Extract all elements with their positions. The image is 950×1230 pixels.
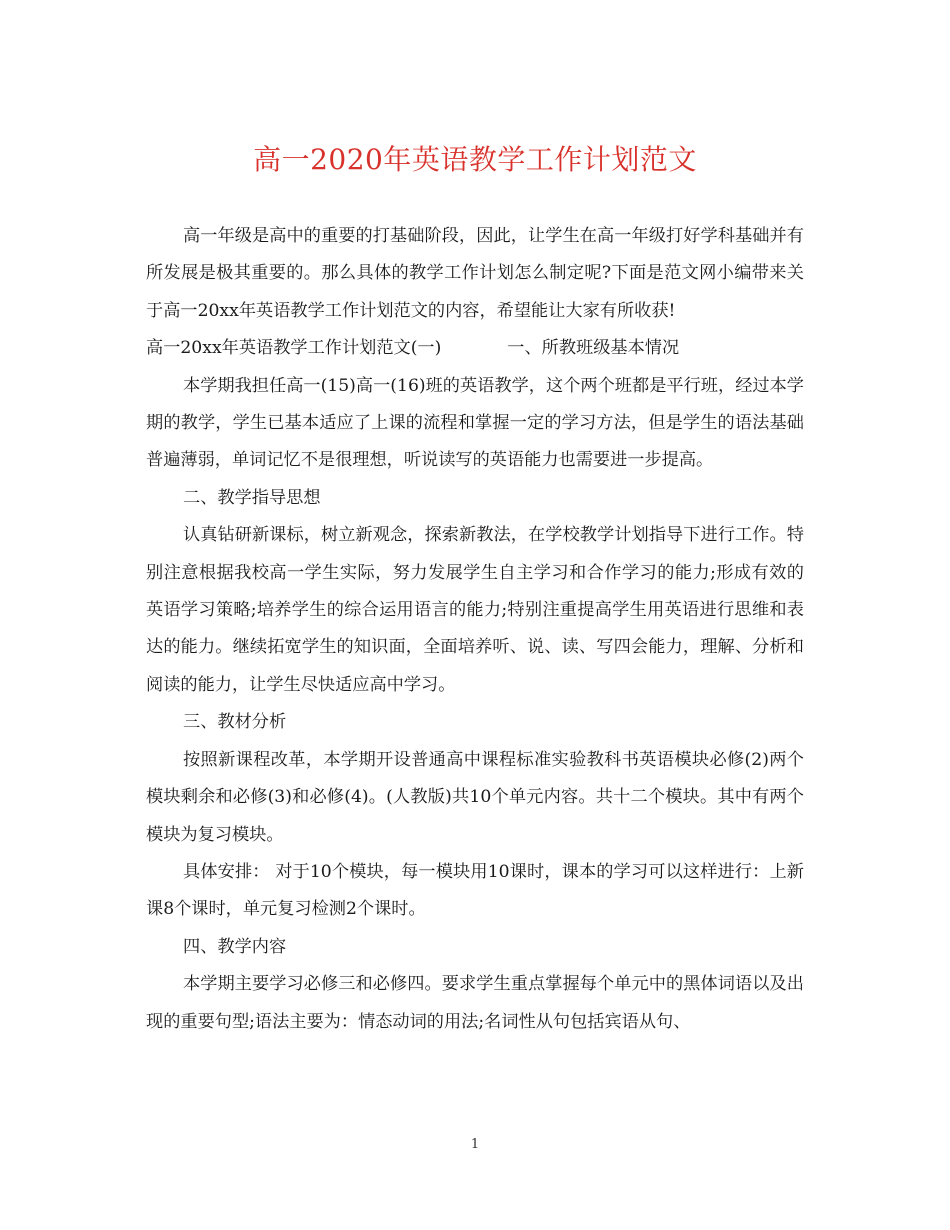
page-number: 1 [470, 1137, 480, 1152]
plan-subtitle: 高一20xx年英语教学工作计划范文(一) [146, 338, 442, 359]
section-3-paragraph: 按照新课程改革，本学期开设普通高中课程标准实验教科书英语模块必修(2)两个模块剩余和必修(3)和必修(4)。(人教版)共10个单元内容。共十二个模块。其中有两个模块为复习模块。 [146, 749, 804, 845]
subtitle-line [146, 330, 804, 367]
section-heading-4: 四、教学内容 [183, 936, 287, 957]
section-heading-2: 二、教学指导思想 [183, 487, 321, 508]
section-heading-1: 一、所教班级基本情况 [507, 338, 680, 359]
document-title: 高一2020年英语教学工作计划范文 [253, 143, 697, 176]
section-4-paragraph: 本学期主要学习必修三和必修四。要求学生重点掌握每个单元中的黑体词语以及出现的重要句型;语法主要为：情态动词的用法;名词性从句包括宾语从句、 [146, 974, 804, 1032]
intro-paragraph: 高一年级是高中的重要的打基础阶段，因此，让学生在高一年级打好学科基础并有所发展是极其重要的。那么具体的教学工作计划怎么制定呢?下面是范文网小编带来关于高一20xx年英语教学工作计划范文的内容，希望能让大家有所收获! [146, 226, 804, 321]
section-heading-3: 三、教材分析 [183, 712, 287, 733]
document-body [146, 218, 804, 1041]
section-1-paragraph: 本学期我担任高一(15)高一(16)班的英语教学，这个两个班都是平行班，经过本学期的教学，学生已基本适应了上课的流程和掌握一定的学习方法，但是学生的语法基础普遍薄弱，单词记忆不是很理想，听说读写的英语能力也需要进一步提高。 [146, 375, 804, 471]
section-3-schedule-paragraph: 具体安排： 对于10个模块，每一模块用10课时，课本的学习可以这样进行：上新课8个课时，单元复习检测2个课时。 [146, 861, 804, 920]
section-2-paragraph: 认真钻研新课标，树立新观念，探索新教法，在学校教学计划指导下进行工作。特别注意根据我校高一学生实际，努力发展学生自主学习和合作学习的能力;形成有效的英语学习策略;培养学生的综合运用语言的能力;特别注重提高学生用英语进行思维和表达的能力。继续拓宽学生的知识面，全面培养听、说、读、写四会能力，理解、分析和阅读的能力，让学生尽快适应高中学习。 [146, 525, 804, 695]
